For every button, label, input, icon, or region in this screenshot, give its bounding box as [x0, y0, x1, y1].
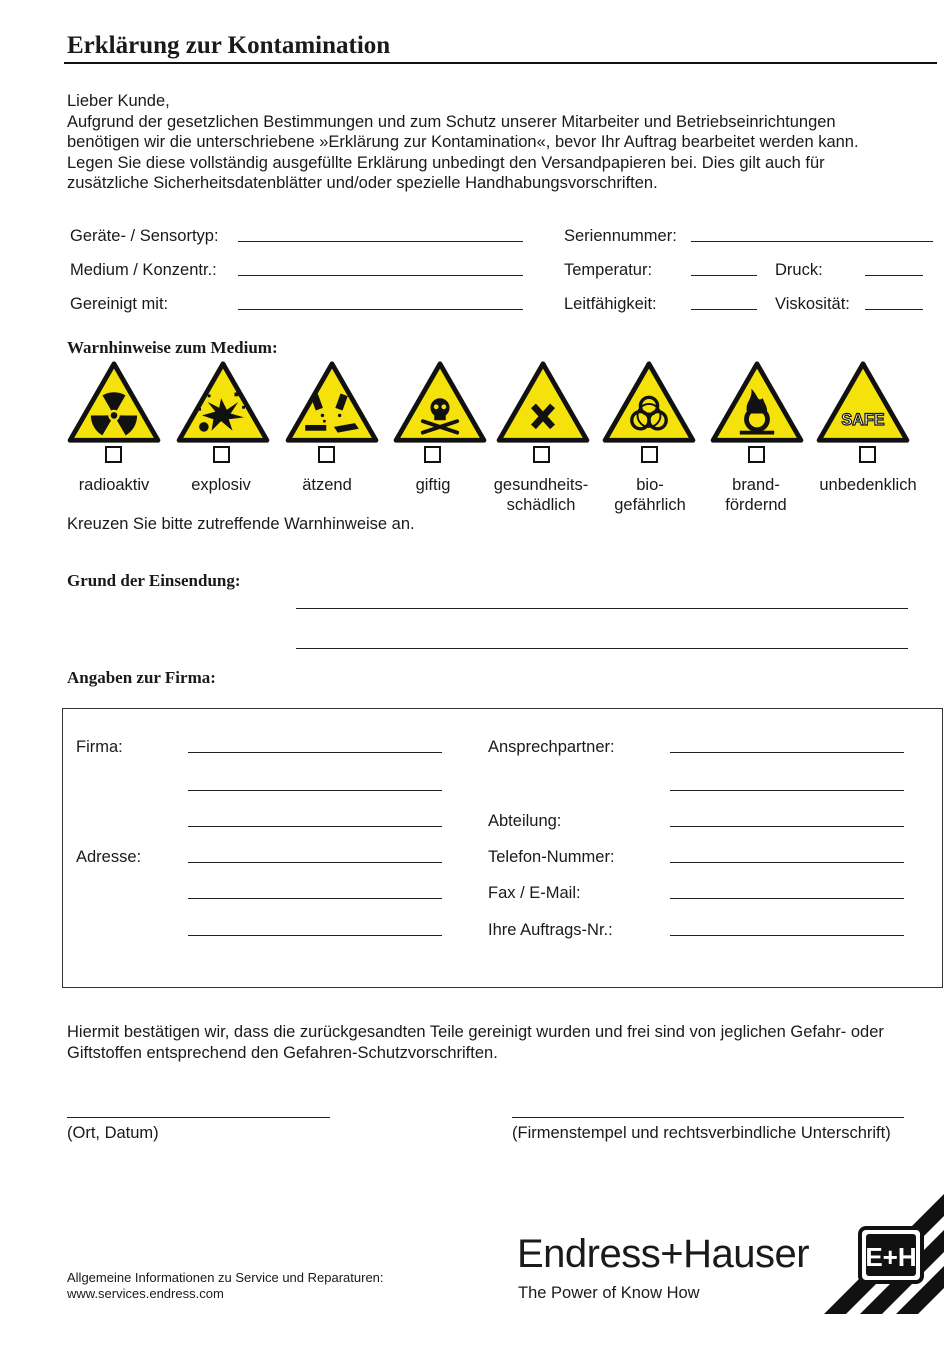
explosive-checkbox[interactable] — [213, 446, 230, 463]
abteilung-field[interactable] — [670, 826, 904, 827]
leitfaehigkeit-field[interactable] — [691, 309, 757, 310]
radioactive-label: radioaktiv — [78, 476, 150, 494]
sensortyp-label: Geräte- / Sensortyp: — [70, 227, 219, 245]
footer-info — [67, 1270, 384, 1301]
firma-field-3[interactable] — [188, 826, 442, 827]
auftrag-field[interactable] — [670, 935, 904, 936]
toxic-label: giftig — [415, 476, 451, 494]
intro-line: Legen Sie diese vollständig ausgefüllte Erklärung unbedingt den Versandpapieren bei. Dies gilt auch für — [67, 153, 825, 172]
intro-line: Lieber Kunde, — [67, 92, 170, 110]
abteilung-label: Abteilung: — [488, 812, 562, 830]
brand-name: Endress+Hauser — [517, 1232, 810, 1276]
title-rule — [64, 62, 937, 64]
radioactive-warning-icon — [66, 360, 162, 446]
oxidizing-label: brand- fördernd — [725, 476, 787, 514]
gereinigt-label: Gereinigt mit: — [70, 295, 169, 313]
telefon-label: Telefon-Nummer: — [488, 848, 615, 866]
firma-field-1[interactable] — [188, 752, 442, 753]
intro-text — [67, 91, 937, 194]
footer-line: Allgemeine Informationen zu Service und Reparaturen: — [67, 1270, 384, 1285]
page-title: Erklärung zur Kontamination — [67, 32, 391, 59]
endress-hauser-logo-icon — [824, 1194, 944, 1314]
reason-heading: Grund der Einsendung: — [67, 571, 241, 590]
fax-label: Fax / E-Mail: — [488, 884, 581, 902]
oxidizing-checkbox[interactable] — [748, 446, 765, 463]
intro-line: Aufgrund der gesetzlichen Bestimmungen und zum Schutz unserer Mitarbeiter und Betriebseinrichtungen — [67, 112, 836, 131]
druck-label: Druck: — [775, 261, 823, 279]
firma-field-2[interactable] — [188, 790, 442, 791]
company-heading: Angaben zur Firma: — [67, 668, 216, 687]
temperatur-field[interactable] — [691, 275, 757, 276]
safe-checkbox[interactable] — [859, 446, 876, 463]
warnings-instruction: Kreuzen Sie bitte zutreffende Warnhinweise an. — [67, 515, 415, 533]
safe-sign-icon — [815, 360, 911, 446]
adresse-field-2[interactable] — [188, 898, 442, 899]
reason-field-2[interactable] — [296, 648, 908, 649]
brand-slogan: The Power of Know How — [518, 1284, 700, 1302]
viskositaet-label: Viskosität: — [775, 295, 850, 313]
corrosive-label: ätzend — [302, 476, 352, 494]
seriennummer-field[interactable] — [691, 241, 933, 242]
explosive-warning-icon — [175, 360, 271, 446]
gereinigt-field[interactable] — [238, 309, 523, 310]
adresse-field-3[interactable] — [188, 935, 442, 936]
ansprechpartner-field-1[interactable] — [670, 752, 904, 753]
seriennummer-label: Seriennummer: — [564, 227, 677, 245]
ansprechpartner-field-2[interactable] — [670, 790, 904, 791]
place-date-field[interactable] — [67, 1117, 330, 1118]
warnings-heading: Warnhinweise zum Medium: — [67, 338, 278, 357]
safe-sign-text: SAFE — [841, 410, 885, 429]
intro-line: zusätzliche Sicherheitsdatenblätter und/oder spezielle Handhabungsvorschriften. — [67, 174, 658, 192]
druck-field[interactable] — [865, 275, 923, 276]
toxic-warning-icon — [392, 360, 488, 446]
confirmation-line: Hiermit bestätigen wir, dass die zurückgesandten Teile gereinigt wurden und frei sind von jeglichen Gefahr- oder — [67, 1023, 884, 1041]
ansprechpartner-label: Ansprechpartner: — [488, 738, 615, 756]
signature-label: (Firmenstempel und rechtsverbindliche Unterschrift) — [512, 1124, 891, 1142]
adresse-label: Adresse: — [76, 848, 142, 866]
harmful-warning-icon — [495, 360, 591, 446]
harmful-checkbox[interactable] — [533, 446, 550, 463]
corrosive-checkbox[interactable] — [318, 446, 335, 463]
reason-field-1[interactable] — [296, 608, 908, 609]
fax-field[interactable] — [670, 898, 904, 899]
confirmation-line: Giftstoffen entsprechend den Gefahren-Schutzvorschriften. — [67, 1043, 498, 1062]
temperatur-label: Temperatur: — [564, 261, 653, 279]
biohazard-checkbox[interactable] — [641, 446, 658, 463]
telefon-field[interactable] — [670, 862, 904, 863]
safe-label: unbedenklich — [819, 476, 917, 494]
biohazard-warning-icon — [601, 360, 697, 446]
confirmation-text — [67, 1022, 937, 1063]
signature-field[interactable] — [512, 1117, 904, 1118]
adresse-field-1[interactable] — [188, 862, 442, 863]
viskositaet-field[interactable] — [865, 309, 923, 310]
firma-label: Firma: — [76, 738, 123, 756]
footer-line: www.services.endress.com — [67, 1285, 224, 1301]
toxic-checkbox[interactable] — [424, 446, 441, 463]
intro-line: benötigen wir die unterschriebene »Erklärung zur Kontamination«, bevor Ihr Auftrag bearbeitet werden kann. — [67, 133, 859, 151]
medium-field[interactable] — [238, 275, 523, 276]
leitfaehigkeit-label: Leitfähigkeit: — [564, 295, 657, 313]
auftrag-label: Ihre Auftrags-Nr.: — [488, 921, 613, 939]
place-date-label: (Ort, Datum) — [67, 1124, 159, 1142]
oxidizing-warning-icon — [709, 360, 805, 446]
harmful-label: gesundheits- schädlich — [493, 476, 589, 514]
radioactive-checkbox[interactable] — [105, 446, 122, 463]
medium-label: Medium / Konzentr.: — [70, 261, 217, 279]
logo-text: E+H — [865, 1242, 917, 1272]
biohazard-label: bio- gefährlich — [614, 476, 686, 514]
sensortyp-field[interactable] — [238, 241, 523, 242]
explosive-label: explosiv — [191, 476, 251, 494]
corrosive-warning-icon — [284, 360, 380, 446]
